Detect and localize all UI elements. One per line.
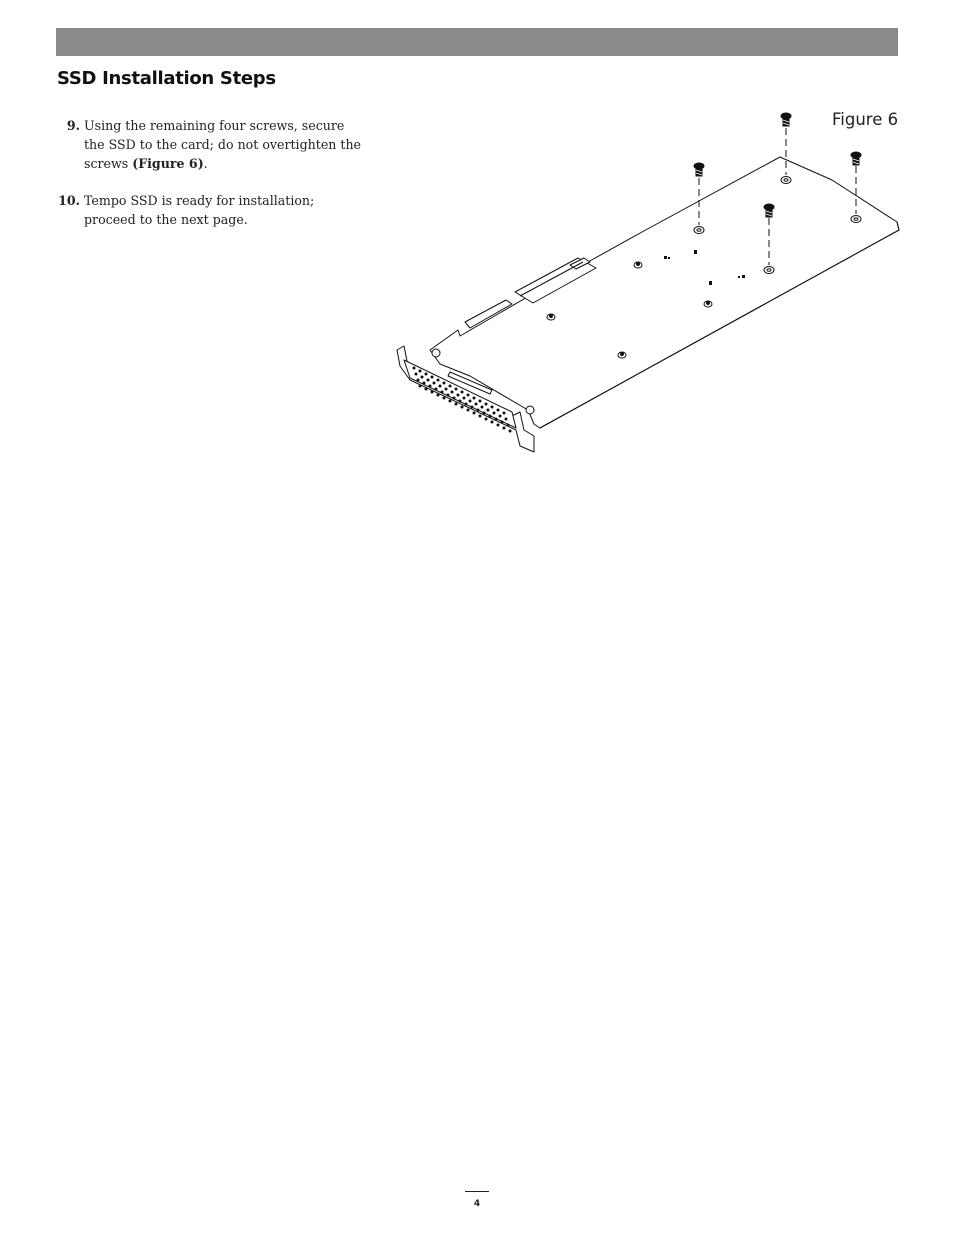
page-number: 4 xyxy=(473,1199,481,1209)
step-text: Tempo SSD is ready for installation; proceed to the next page. xyxy=(84,193,315,227)
step-number: 10. xyxy=(58,193,80,208)
pcie-card-illustration xyxy=(0,0,954,480)
step-number: 9. xyxy=(66,118,80,133)
step-text: Using the remaining four screws, secure the SSD to the card; do not overtighten the screws (Figure 6). xyxy=(84,118,362,171)
figure-reference: (Figure 6) xyxy=(132,156,204,171)
footer-rule xyxy=(465,1191,489,1192)
figure-label: Figure 6 xyxy=(832,110,899,129)
section-title: SSD Installation Steps xyxy=(57,68,276,89)
card-board xyxy=(430,157,899,428)
